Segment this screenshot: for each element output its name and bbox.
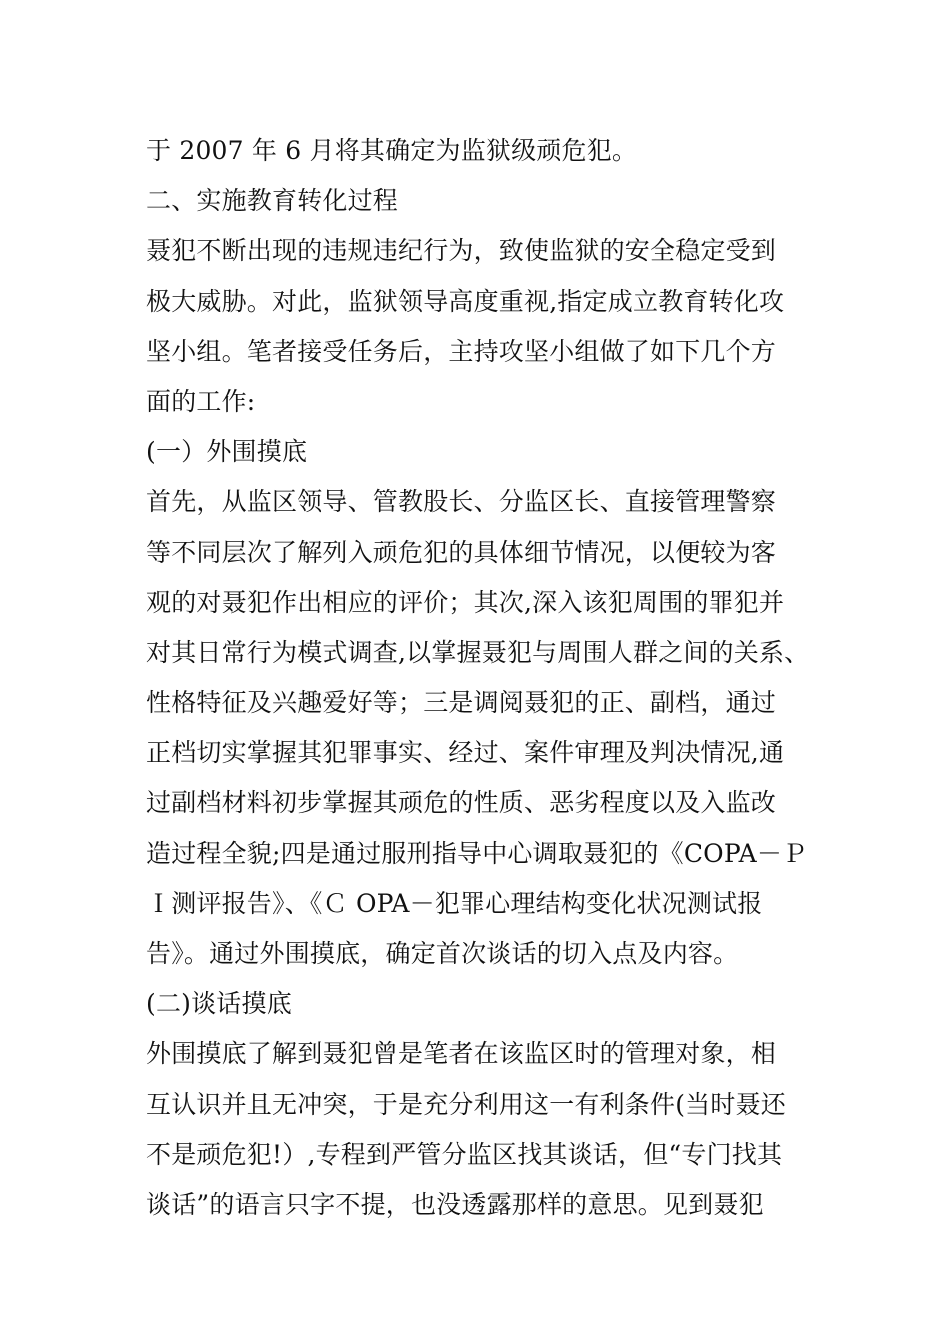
- text-line: 面的工作:: [146, 386, 256, 416]
- text-line: 不是顽危犯!）,专程到严管分监区找其谈话，但“专门找其: [146, 1139, 783, 1169]
- text-line: Ｉ测评报告》、《Ｃ OPA－犯罪心理结构变化状况测试报: [146, 888, 763, 918]
- text-line: 外围摸底了解到聂犯曾是笔者在该监区时的管理对象，相: [146, 1039, 777, 1069]
- text-line: 对其日常行为模式调查,以掌握聂犯与周围人群之间的关系、: [146, 637, 810, 667]
- text-line: 聂犯不断出现的违规违纪行为，致使监狱的安全稳定受到: [146, 236, 777, 266]
- subsection-heading: (二)谈话摸底: [146, 989, 292, 1019]
- text-line: 于 2007 年 6 月将其确定为监狱级顽危犯。: [146, 136, 638, 165]
- section-heading: 二、实施教育转化过程: [146, 186, 399, 216]
- text-line: 谈话”的语言只字不提，也没透露那样的意思。见到聂犯: [146, 1189, 764, 1219]
- text-line: 过副档材料初步掌握其顽危的性质、恶劣程度以及入监改: [146, 788, 777, 818]
- text-line: 告》。通过外围摸底，确定首次谈话的切入点及内容。: [146, 939, 739, 968]
- subsection-heading: (一）外围摸底: [146, 437, 308, 467]
- text-line: 互认识并且无冲突，于是充分利用这一有利条件(当时聂还: [146, 1089, 786, 1119]
- text-line: 坚小组。笔者接受任务后，主持攻坚小组做了如下几个方: [146, 336, 777, 366]
- text-line: 造过程全貌;四是通过服刑指导中心调取聂犯的《COPA－Ｐ: [146, 838, 808, 868]
- document-body: [146, 126, 816, 1230]
- text-line: 性格特征及兴趣爱好等；三是调阅聂犯的正、副档，通过: [146, 688, 777, 718]
- text-line: 极大威胁。对此，监狱领导高度重视,指定成立教育转化攻: [146, 286, 785, 316]
- text-line: 首先，从监区领导、管教股长、分监区长、直接管理警察: [146, 487, 777, 517]
- text-line: 正档切实掌握其犯罪事实、经过、案件审理及判决情况,通: [146, 738, 785, 768]
- text-line: 等不同层次了解列入顽危犯的具体细节情况，以便较为客: [146, 537, 777, 567]
- text-line: 观的对聂犯作出相应的评价；其次,深入该犯周围的罪犯并: [146, 587, 785, 617]
